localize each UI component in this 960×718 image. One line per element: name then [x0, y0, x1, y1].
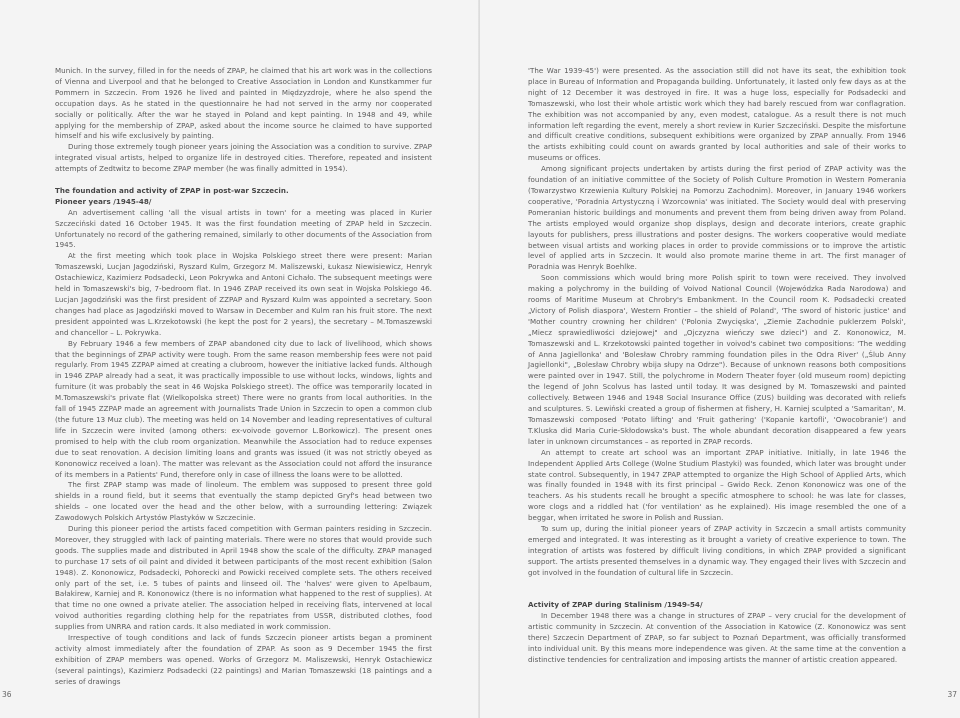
paragraph: By February 1946 a few members of ZPAP abandoned city due to lack of livelihood, which shows that the beginnings of ZPAP activity were tough. From the same reason membership fees were not paid regularly. From 1945 ZZPAP aimed at creating a clubroom, however the initiative lacked funds. Although in 1946 ZPAP already had a seat, it was practically impossible to use without locks, windows, lights and furniture (it was probably the seat in 46 Wojska Polskiego street). The office was temporarily located in M.Tomaszewski's private flat (Wielkopolska street) There were no grants from local authorities. In the fall of 1945 ZZPAP made an agreement with Journalists Trade Union in Szczecin to open a common club (the future 13 Muz club). The meeting was held on 14 November and leading representatives of cultural life in Szczecin were invited (among others: ex-voivode governor L.Borkowicz). The present ones promised to help with the club room organization. Meanwhile the Association had to reduce expenses due to seat renovation. A decision limiting loans and grants was issued (it was not strictly obeyed as Kononowicz received a loan). The matter was relevant as the Association could not afford the insurance of its members in a Patients' Fund, therefore only in case of illness the loans were to be allotted. [55, 338, 432, 479]
paragraph: Irrespective of tough conditions and lack of funds Szczecin pioneer artists began a prominent activity almost immediately after the foundation of ZPAP. As soon as 9 December 1945 the first exhibition of ZPAP members was opened. Works of Grzegorz M. Maliszewski, Henryk Ostachiewicz (several paintings), Kazimierz Podsadecki (22 paintings) and Marian Tomaszewski (18 paintings and a series of drawings [55, 633, 432, 686]
subsection-heading: Pioneer years /1945-48/ [55, 196, 152, 206]
paragraph: An attempt to create art school was an important ZPAP initiative. Initially, in late 1946 the Independent Applied Arts College (Wolne Studium Plastyki) was founded, which later was brought under state control. Subsequently, in 1947 ZPAP attempted to organize the High School of Applied Arts, which was finally founded in 1948 with its first principal – Gwido Reck. Zenon Kononowicz was one of the teachers. As his students recall he brought a specific atmosphere to school: he was late for classes, wore clogs and a riddled hat ('for ventilation' as he explained). His image resembled the one of a beggar, when irritated he swore in Polish and Russian. [528, 447, 906, 523]
section-heading: The foundation and activity of ZPAP in post-war Szczecin. [55, 185, 289, 195]
paragraph: To sum up, during the initial pioneer years of ZPAP activity in Szczecin a small artists community emerged and integrated. It was interesting as it brought a variety of creative experience to town. The integration of artists was fostered by difficult living conditions, in which ZPAP provided a significant support. The artists presented themselves in a dynamic way. They engaged their lives with Szczecin and got involved in the foundation of cultural life in Szczecin. [528, 524, 906, 577]
paragraph: During this pioneer period the artists faced competition with German painters residing in Szczecin. Moreover, they struggled with lack of painting materials. There were no stores that would provide such goods. The supplies made and distributed in April 1948 show the scale of the difficulty. ZPAP managed to purchase 17 sets of oil paint and divided it between participants of the most recent exhibition (Salon 1948). Z. Kononowicz, Podsadecki, Pohorecki and Powicki received complete sets. The others received only part of the set, i.e. 5 tubes of paints and linseed oil. The 'halves' were given to Apelbaum, Bałakirew, Karniej and R. Kononowicz (there is no information what happened to the rest of supplies). At that time no one owned a private atelier. The association helped in receiving flats, intervened at local voivod authorities regarding clothing help for the repatriates from USSR, distributed clothes, food supplies from UNRRA and ration cards. It also mediated in work commission. [55, 524, 432, 632]
left-text-column [55, 66, 432, 688]
paragraph: An advertisement calling 'all the visual artists in town' for a meeting was placed in Kurier Szczeciński dated 16 October 1945. It was the first foundation meeting of ZPAP held in Szczecin. Unfortunately no record of the gathering remained, similarly to other documents of the Association from 1945. [55, 207, 432, 250]
page-number-right: 37 [947, 690, 957, 699]
paragraph: In December 1948 there was a change in structures of ZPAP – very crucial for the development of artistic community in Szczecin. At convention of the Association in Katowice (Z. Kononowicz was sent there) Szczecin Department of ZPAP, so far subject to Poznań Department, was officially transformed into individual unit. By this means more independence was given. At the same time at the convention a distinctive tendencies for centralization and imposing artists the manner of artistic creation appeared. [528, 611, 906, 664]
section-heading: Activity of ZPAP during Stalinism /1949-54/ [528, 600, 703, 610]
page-number-left: 36 [2, 690, 12, 699]
paragraph: Munich. In the survey, filled in for the needs of ZPAP, he claimed that his art work was in the collections of Vienna and Liverpool and that he belonged to Creative Association in London and Kunstkammer fur Pommern in Szczecin. From 1926 he lived and painted in Międzyzdroje, where he also spend the occupation days. As he stated in the questionnaire he had not served in the army nor cooperated socially or politically. After the war he stayed in Poland and kept painting. In 1948 and 49, while applying for the membership of ZPAP, asked about the income source he claimed to have supported himself and his wife exclusively by painting. [55, 66, 432, 141]
paragraph: The first ZPAP stamp was made of linoleum. The emblem was supposed to present three gold shields in a round field, but it seems that eventually the stamp depicted Gryf's head between two shields – one located over the head and the other below, with a surrounding lettering: Związek Zawodowych Polskich Artystów Plastyków w Szczecinie. [55, 480, 432, 523]
paragraph: During those extremely tough pioneer years joining the Association was a condition to survive. ZPAP integrated visual artists, helped to organize life in destroyed cities. Therefore, repeated and insistent attempts of Zedtwitz to become ZPAP member (he was finally admitted in 1954). [55, 142, 432, 174]
paragraph: Among significant projects undertaken by artists during the first period of ZPAP activity was the foundation of an initiative committee of the Society of Polish Culture Promotion in Western Pomerania (Towarzystwo Krzewienia Kultury Polskiej na Pomorzu Zachodnim). Moreover, in January 1946 workers cooperative, 'Poradnia Artystyczną i Wzorcownia' was initiated. The Society would deal with preserving Pomeranian historic buildings and monuments and prevent them from being driven away from Poland. The artists employed would organize shop displays, design and decorate interiors, create graphic layouts for publishers, press illustrations and poster designs. The workers cooperative would mediate between visual artists and working places in order to provide commissions or to improve the artistic level of applied arts in Szczecin. It would also promote marine theme in art. The first manager of Poradnia was Henryk Boehlke. [528, 164, 906, 272]
paragraph: Soon commissions which would bring more Polish spirit to town were received. They involved making a polychromy in the building of Voivod National Council (Wojewódzka Rada Narodowa) and rooms of Maritime Museum at Chrobry's Embankment. In the Council room K. Podsadecki created „Victory of Polish diaspora', Western Frontier – the shield of Poland', 'The sword of historic justice' and 'Mother country crowning her children' ('Polonia Zwycięska', „Ziemie Zachodnie puklerzem Polski', „Miecz sprawiedliwości dziejowej" and „Ojczyzna wieńczy swe dzieci") and Z. Kononowicz, M. Tomaszewski and L. Krzekotowski painted together in voivod's cabinet two compositions: 'The wedding of Anna Jagiellonka' and 'Bolesław Chrobry ramming foundation piles in the Odra River' („Ślub Anny Jagiellonki", „Bolesław Chrobry wbija słupy na Odrze"). Because of unknown reasons both compositions were painted over in 1947. Still, the polychrome in Modern Theater foyer (old museum room) depicting the legend of John Scolvus has lasted until today. It was designed by M. Tomaszewski and painted collectively. Between 1946 and 1948 Social Insurance Office (ZUS) building was decorated with reliefs and sculptures. S. Lewiński created a group of fishermen at fishery, H. Karniej sculpted a 'Samaritan', M. Tomaszewski composed 'Potato lifting' and 'Fruit gathering' ('Kopanie kartofli', 'Owocobranie') and T.Kluska did Maria Curie-Skłodowska's bust. The whole abundant decoration disappeared a few years later in unknown circumstances – as reported in ZPAP records. [528, 273, 906, 446]
paragraph: At the first meeting which took place in Wojska Polskiego street there were present: Marian Tomaszewski, Lucjan Jagodziński, Ryszard Kulm, Grzegorz M. Maliszewski, Łukasz Niewisiewicz, Henryk Ostachiewicz, Kazimierz Podsadecki, Leon Pokrywka and Antoni Cichało. The subsequent meetings were held in Tomaszewski's big, 7-bedroom flat. In 1946 ZPAP received its own seat in Wojska Polskiego 46. Lucjan Jagodziński was the first president of ZZPAP and Ryszard Kulm was appointed a secretary. Soon changes had place as Jagodziński moved to Warsaw in December and Kulm ran his fruit store. The next president appointed was L.Krzekotowski (he kept the post for 2 years), the secretary – M.Tomaszewski and chancellor – L. Pokrywka. [55, 251, 432, 337]
right-text-column [528, 66, 906, 666]
right-page [480, 0, 960, 718]
paragraph: 'The War 1939-45') were presented. As the association still did not have its seat, the exhibition took place in Bureau of Information and Propaganda building. Unfortunately, it lasted only few days as at the night of 12 December it was destroyed in fire. It was a huge loss, especially for Podsadecki and Tomaszewski, who lost their whole artistic work which they had barely rescued from war conflagration. The exhibition was not accompanied by any, even modest, catalogue. As a result there is not much information left regarding the event, merely a short review in Kurier Szczeciński. Despite the misfortune and difficult creative conditions, subsequent exhibitions were organized by ZPAP annually. From 1946 the artists exhibiting could count on awards granted by local authorities and sale of their works to museums or offices. [528, 66, 906, 163]
